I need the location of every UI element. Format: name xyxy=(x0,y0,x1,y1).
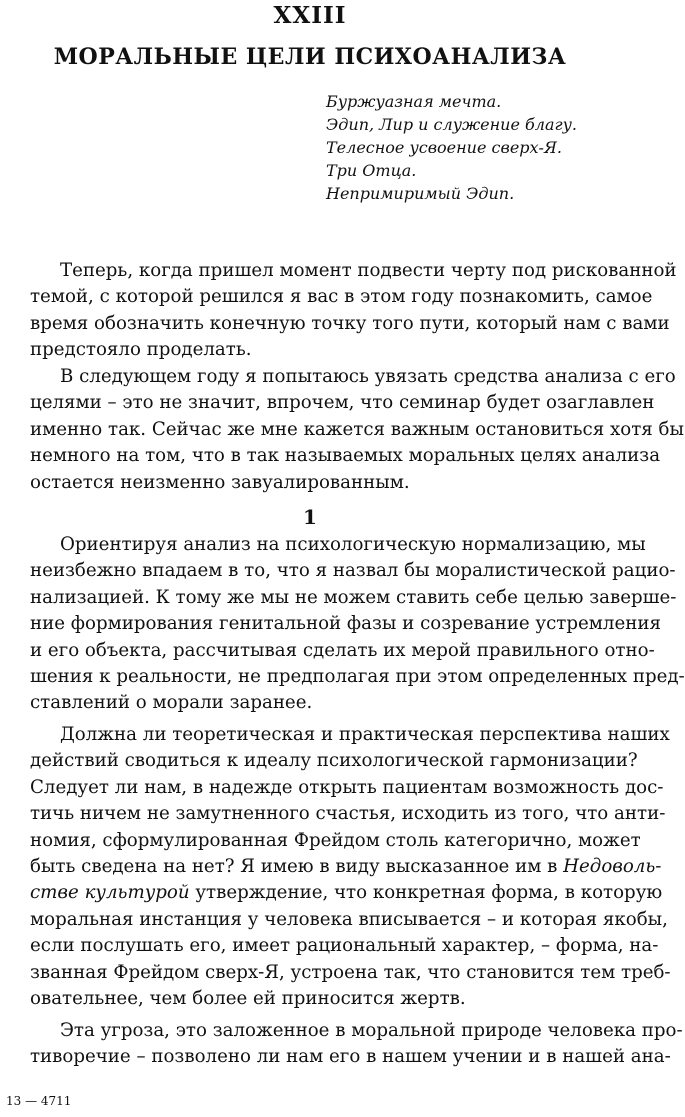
text-line: и его объекта, рассчитывая сделать их мерой правильного отно- xyxy=(30,639,655,661)
book-title-italic: стве культурой xyxy=(30,882,190,904)
book-title-italic: Недоволь- xyxy=(563,855,662,877)
text-line: Должна ли теоретическая и практическая перспектива наших xyxy=(60,724,670,745)
paragraph-section-2 xyxy=(30,722,671,1012)
paragraph-section-1 xyxy=(30,532,685,717)
text-line: неизбежно впадаем в то, что я назвал бы моралистической рацио- xyxy=(30,560,676,582)
epigraph-line: Непримиримый Эдип. xyxy=(326,184,515,203)
text-line: Ориентируя анализ на психологическую нормализацию, мы xyxy=(60,534,646,555)
printer-signature: 13 — 4711 xyxy=(6,1094,72,1108)
text-line: Следует ли нам, в надежде открыть пациентам возможность дос- xyxy=(30,776,664,798)
text-line: Эта угроза, это заложенное в моральной природе человека про- xyxy=(60,1020,683,1041)
text-line: тиворечие – позволено ли нам его в нашем учении и в нашей ана- xyxy=(30,1046,671,1068)
text-line: темой, с которой решился я вас в этом году познакомить, самое xyxy=(30,286,653,308)
epigraph-line: Три Отца. xyxy=(326,161,417,180)
text-line xyxy=(30,854,662,880)
text-line: время обозначить конечную точку того пути, который нам с вами xyxy=(30,312,670,334)
text-line: званная Фрейдом сверх-Я, устроена так, что становится тем треб- xyxy=(30,961,671,983)
paragraph-intro-1 xyxy=(30,258,677,364)
text-line: предстояло проделать. xyxy=(30,339,252,361)
text-line: В следующем году я попытаюсь увязать средства анализа с его xyxy=(60,366,676,387)
epigraph-line: Телесное усвоение сверх-Я. xyxy=(326,138,562,157)
epigraph-line: Буржуазная мечта. xyxy=(326,92,502,111)
text-line: шения к реальности, не предполагая при этом определенных пред- xyxy=(30,665,685,687)
text-line: нализацией. К тому же мы не можем ставить себе целью заверше- xyxy=(30,586,677,608)
text-line: если послушать его, имеет рациональный характер, – форма, на- xyxy=(30,935,659,957)
text-line: Теперь, когда пришел момент подвести черту под рискованной xyxy=(60,260,677,281)
text-line: тичь ничем не замутненного счастья, исходить из того, что анти- xyxy=(30,803,666,825)
epigraph-line: Эдип, Лир и служение благу. xyxy=(326,115,577,134)
section-number: 1 xyxy=(303,505,317,529)
text-line: целями – это не значит, впрочем, что семинар будет озаглавлен xyxy=(30,392,655,414)
epigraph xyxy=(326,90,616,205)
chapter-number: XXIII xyxy=(273,2,347,29)
chapter-title: МОРАЛЬНЫЕ ЦЕЛИ ПСИХОАНАЛИЗА xyxy=(53,44,567,70)
text-segment: утверждение, что конкретная форма, в которую xyxy=(189,882,663,904)
text-line: моральная инстанция у человека вписывается – и которая якобы, xyxy=(30,908,668,930)
paragraph-section-3 xyxy=(30,1018,683,1071)
text-segment: быть сведена на нет? Я имею в виду высказанное им в xyxy=(30,855,564,877)
text-line: действий сводиться к идеалу психологической гармонизации? xyxy=(30,750,638,772)
text-line: ние формирования генитальной фазы и созревание устремления xyxy=(30,613,661,635)
text-line: номия, сформулированная Фрейдом столь категорично, может xyxy=(30,829,641,851)
text-line xyxy=(30,880,663,906)
text-line: немного на том, что в так называемых моральных целях анализа xyxy=(30,445,661,467)
text-line: остается неизменно завуалированным. xyxy=(30,471,410,493)
paragraph-intro-2 xyxy=(30,364,684,496)
text-line: овательнее, чем более ей приносится жертв. xyxy=(30,987,466,1009)
text-line: именно так. Сейчас же мне кажется важным остановиться хотя бы xyxy=(30,418,684,440)
text-line: ставлений о морали заранее. xyxy=(30,692,313,714)
